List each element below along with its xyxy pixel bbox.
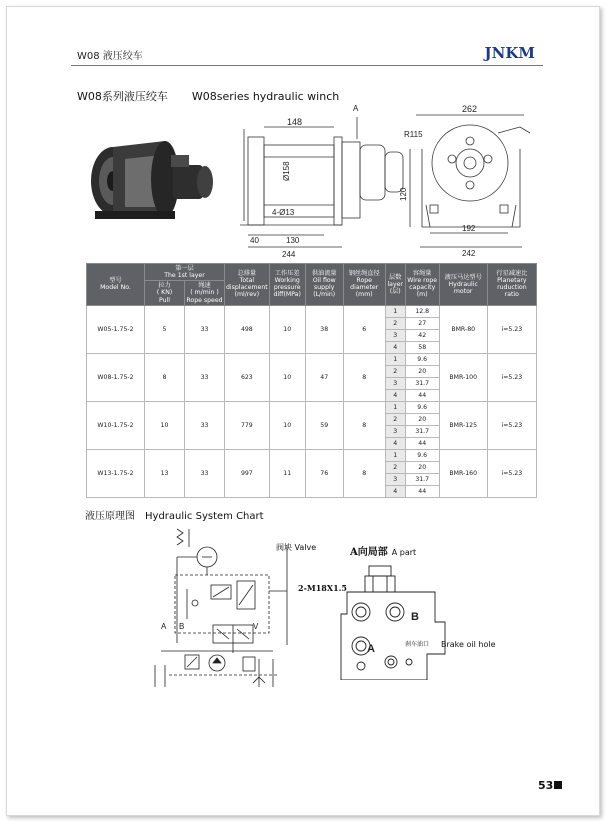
cell-disp: 779: [225, 401, 270, 449]
brand-logo: JNKM: [484, 44, 535, 62]
cell-rope: 8: [343, 401, 385, 449]
cell-disp: 623: [225, 353, 270, 401]
cell-layer: 2: [385, 365, 405, 377]
cell-capacity: 9.6: [405, 449, 439, 461]
dim-4phi13: 4-Ø13: [272, 208, 295, 217]
col-first-layer: 第一层 The 1st layer: [145, 264, 225, 281]
dim-r115: R115: [404, 130, 423, 139]
cell-rope: 6: [343, 305, 385, 353]
cell-capacity: 12.8: [405, 305, 439, 317]
col-rope: 钢丝绳直径 Rope diameter (mm): [343, 264, 385, 306]
cell-capacity: 44: [405, 485, 439, 497]
col-model: 型号 Model No.: [87, 264, 145, 306]
cell-pull: 8: [145, 353, 185, 401]
cell-model: W13-1.75-2: [87, 449, 145, 497]
cell-motor: BMR-100: [439, 353, 487, 401]
valve-label-cn: 阀块: [276, 543, 292, 552]
dim-label-a: A: [353, 104, 359, 113]
dim-130: 130: [286, 236, 300, 245]
cell-flow: 38: [305, 305, 343, 353]
cell-motor: BMR-80: [439, 305, 487, 353]
cell-layer: 3: [385, 425, 405, 437]
cell-layer: 2: [385, 317, 405, 329]
cell-layer: 3: [385, 377, 405, 389]
dimension-drawing: [230, 97, 550, 257]
valve-label: [276, 542, 316, 553]
hyd-port-v: V: [253, 622, 259, 631]
spec-table: [86, 263, 537, 498]
cell-capacity: 44: [405, 389, 439, 401]
cell-pull: 5: [145, 305, 185, 353]
cell-disp: 997: [225, 449, 270, 497]
winch-photo: [75, 119, 225, 239]
cell-capacity: 27: [405, 317, 439, 329]
col-capacity: 容绳量 Wire rope capacity (m): [405, 264, 439, 306]
section-heading: [85, 507, 264, 522]
cell-model: W10-1.75-2: [87, 401, 145, 449]
cell-layer: 4: [385, 485, 405, 497]
cell-capacity: 9.6: [405, 401, 439, 413]
dim-262: 262: [462, 104, 478, 114]
a-part-label: [350, 543, 416, 558]
cell-rope: 8: [343, 353, 385, 401]
table-row: [87, 449, 537, 461]
cell-speed: 33: [185, 305, 225, 353]
cell-layer: 4: [385, 437, 405, 449]
thread-spec-label: 2-M18X1.5: [298, 583, 347, 593]
dim-148: 148: [287, 117, 303, 127]
cell-layer: 4: [385, 389, 405, 401]
cell-pull: 13: [145, 449, 185, 497]
cell-capacity: 20: [405, 365, 439, 377]
col-ratio: 行星减速比 Planetary ruduction ratio: [487, 264, 536, 306]
cell-layer: 2: [385, 461, 405, 473]
header-rule: [71, 65, 543, 66]
cell-capacity: 31.7: [405, 377, 439, 389]
cell-layer: 1: [385, 401, 405, 413]
table-header-row: [87, 264, 537, 281]
port-b-label: B: [411, 611, 419, 623]
cell-press: 11: [269, 449, 305, 497]
cell-model: W05-1.75-2: [87, 305, 145, 353]
col-displacement: 总排量 Total displacement (ml/rev): [225, 264, 270, 306]
cell-ratio: i=5.23: [487, 353, 536, 401]
page-number: [538, 779, 562, 792]
cell-layer: 1: [385, 449, 405, 461]
section-heading-cn: 液压原理图: [85, 511, 135, 522]
cell-model: W08-1.75-2: [87, 353, 145, 401]
cell-disp: 498: [225, 305, 270, 353]
cell-ratio: i=5.23: [487, 449, 536, 497]
a-part-cn: A向局部: [350, 547, 388, 558]
dim-40: 40: [250, 236, 259, 245]
cell-ratio: i=5.23: [487, 401, 536, 449]
page-sheet: [6, 6, 600, 816]
col-pressure: 工作压差 Working pressure diff(MPa): [269, 264, 305, 306]
cell-layer: 1: [385, 305, 405, 317]
col-motor: 液压马达型号 Hydraulic motor: [439, 264, 487, 306]
cell-capacity: 42: [405, 329, 439, 341]
a-part-en: A part: [391, 548, 417, 557]
cell-capacity: 31.7: [405, 425, 439, 437]
cell-capacity: 9.6: [405, 353, 439, 365]
cell-speed: 33: [185, 401, 225, 449]
cell-layer: 4: [385, 341, 405, 353]
running-header: W08 液压绞车: [77, 51, 143, 62]
col-flow: 供油流量 Oil flow supply (L/min): [305, 264, 343, 306]
cell-ratio: i=5.23: [487, 305, 536, 353]
cell-flow: 47: [305, 353, 343, 401]
cell-layer: 3: [385, 329, 405, 341]
hyd-port-b: B: [179, 622, 185, 631]
cell-press: 10: [269, 401, 305, 449]
dim-242: 242: [462, 249, 476, 257]
cell-layer: 3: [385, 473, 405, 485]
col-speed: 绳速 ( m/min ) Rope speed: [186, 282, 223, 304]
table-row: [87, 401, 537, 413]
title-en: W08series hydraulic winch: [191, 90, 340, 103]
dim-phi158: Ø158: [282, 161, 291, 181]
spring-icon: [177, 529, 183, 545]
cell-motor: BMR-160: [439, 449, 487, 497]
col-layer: 层数 layer (层): [385, 264, 405, 306]
valve-label-en: Valve: [294, 543, 317, 552]
col-pull: 拉力 ( KN) Pull: [145, 281, 185, 305]
section-heading-en: Hydraulic System Chart: [145, 511, 264, 522]
dim-244: 244: [282, 250, 296, 257]
cell-layer: 1: [385, 353, 405, 365]
cell-layer: 2: [385, 413, 405, 425]
dim-120: 120: [399, 187, 408, 201]
valve-block-drawing: [327, 562, 447, 680]
cell-capacity: 58: [405, 341, 439, 353]
cell-capacity: 20: [405, 461, 439, 473]
cell-capacity: 31.7: [405, 473, 439, 485]
cell-flow: 59: [305, 401, 343, 449]
page-marker-square: [554, 781, 562, 789]
cell-capacity: 20: [405, 413, 439, 425]
cell-speed: 33: [185, 449, 225, 497]
page-number-text: 53: [538, 779, 554, 792]
table-row: [87, 305, 537, 317]
table-row: [87, 353, 537, 365]
port-a-label: A: [367, 643, 375, 655]
cell-motor: BMR-125: [439, 401, 487, 449]
dim-192: 192: [462, 224, 476, 233]
cell-speed: 33: [185, 353, 225, 401]
cell-press: 10: [269, 353, 305, 401]
brake-oil-hole-label: Brake oil hole: [441, 640, 496, 649]
cell-rope: 8: [343, 449, 385, 497]
hyd-port-a: A: [161, 622, 167, 631]
cell-press: 10: [269, 305, 305, 353]
cell-capacity: 44: [405, 437, 439, 449]
cell-flow: 76: [305, 449, 343, 497]
brake-port-cn: 刹车油口: [405, 642, 430, 648]
cell-pull: 10: [145, 401, 185, 449]
title-cn: W08系列液压绞车: [77, 90, 168, 103]
